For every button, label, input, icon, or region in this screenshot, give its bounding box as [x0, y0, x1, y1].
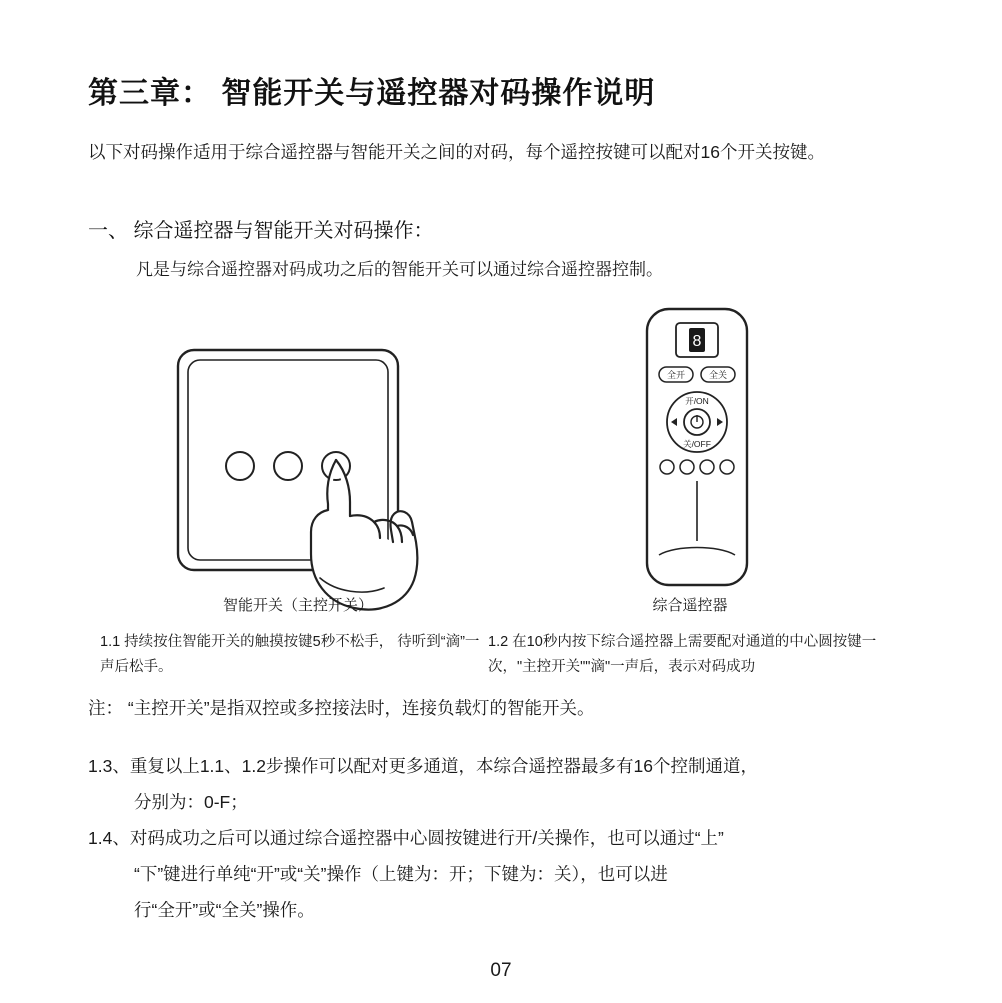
- step-1-1: 1.1 持续按住智能开关的触摸按键5秒不松手， 待听到“滴”一声后松手。: [100, 634, 480, 675]
- intro-paragraph: 以下对码操作适用于综合遥控器与智能开关之间的对码，每个遥控按键可以配对16个开关按键。: [88, 141, 825, 162]
- paragraph-1-4-text: 对码成功之后可以通过综合遥控器中心圆按键进行开/关操作，也可以通过“上”: [129, 828, 724, 848]
- paragraph-1-3-text: 重复以上1.1、1.2步操作可以配对更多通道，本综合遥控器最多有16个控制通道，: [129, 756, 758, 776]
- paragraph-1-4-continuation-1: “下”键进行单纯“开”或“关”操作（上键为：开；下键为：关），也可以进: [134, 864, 668, 884]
- paragraph-1-3: [88, 748, 918, 820]
- step-1-2: 1.2 在10秒内按下综合遥控器上需要配对通道的中心圆按键一次，"主控开关""滴"一声后，表示对码成功: [488, 634, 877, 675]
- section-one-subtext: 凡是与综合遥控器对码成功之后的智能开关可以通过综合遥控器控制。: [136, 260, 663, 279]
- smart-switch-illustration: [168, 340, 438, 610]
- caption-remote: 综合遥控器: [652, 597, 728, 614]
- svg-text:全开: 全开: [666, 370, 686, 380]
- paragraph-1-3-continuation: 分别为：0-F；: [134, 792, 248, 812]
- paragraph-1-4-label: 1.4、: [88, 828, 130, 848]
- svg-text:全关: 全关: [708, 370, 728, 380]
- page-number: 07: [490, 960, 512, 981]
- figure-area: [88, 295, 918, 615]
- remote-control-illustration: [633, 305, 753, 585]
- caption-smart-switch: 智能开关（主控开关）: [222, 597, 373, 614]
- paragraph-1-4: [88, 820, 928, 928]
- paragraph-1-4-continuation-2: 行“全开”或“全关”操作。: [134, 900, 315, 920]
- paragraph-1-3-label: 1.3、: [88, 756, 130, 776]
- note-line: 注： “主控开关”是指双控或多控接法时，连接负载灯的智能开关。: [88, 698, 595, 718]
- svg-text:开/ON: 开/ON: [685, 396, 709, 406]
- page-title: 第三章： 智能开关与遥控器对码操作说明: [88, 77, 656, 111]
- section-heading-one: 一、 综合遥控器与智能开关对码操作：: [88, 220, 434, 242]
- svg-text:8: 8: [692, 333, 702, 350]
- svg-text:关/OFF: 关/OFF: [683, 439, 711, 449]
